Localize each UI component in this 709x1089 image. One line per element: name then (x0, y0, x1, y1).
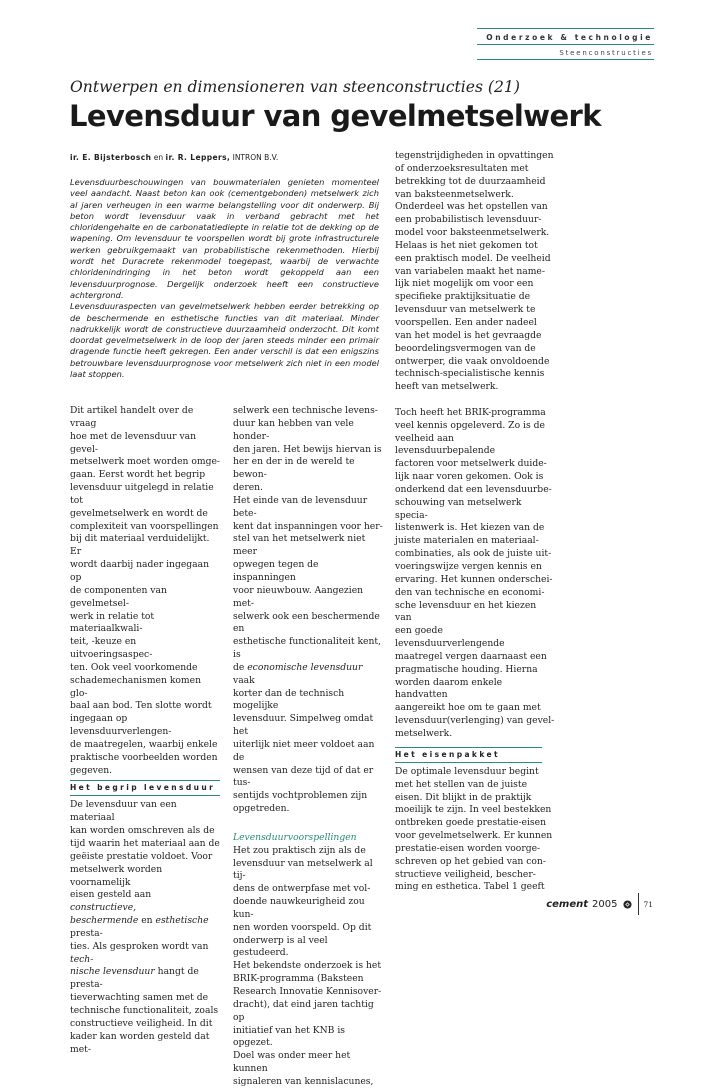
text-line: worden daarom enkele handvatten (395, 676, 503, 701)
magazine-year: 2005 (592, 898, 618, 910)
text-line: combinaties, als ook de juiste uit- (395, 548, 552, 560)
page-footer (546, 893, 653, 915)
text-line: Onderdeel was het opstellen van (395, 201, 548, 213)
text-line: of onderzoeksresultaten met (395, 162, 529, 174)
text-line: pragmatische houding. Hierna (395, 663, 538, 675)
text-line: BRIK-programma (Baksteen (233, 973, 364, 985)
text-line: schademechanismen komen glo- (70, 674, 201, 699)
text-line: deren. (233, 482, 263, 494)
text-line: veel kennis opgeleverd. Zo is de (395, 419, 545, 431)
text-line: factoren voor metselwerk duide- (395, 458, 547, 470)
text-line: sche levensduur en het kiezen van (395, 599, 537, 624)
intro-paragraph: Levensduurbeschouwingen van bouwmaterialen genieten momenteel veel aandacht. Naast beton kan ook (cementgebonden) metselwerk zich al jaren verheugen in een warme belangstelling voor dit onderwerp. Bij beton wordt levensduur vaak in verband gebracht met het chloridengehalte en de carbonatatiediepte in relatie tot de dekking op de wapening. Om levensduur te voorspellen wordt bij grote infrastructurele werken gebruikgemaakt van probabilistische rekenmethoden. Hierbij wordt het Duracrete rekenmodel toegepast, waarbij de verwachte chloridenindringing in het beton wordt gekoppeld aan een levensduurprognose. Dergelijk onderzoek heeft een constructieve achtergrond. (70, 177, 379, 300)
emphasis: constructieve, (70, 902, 137, 914)
text-line: constructieve veiligheid. In dit (70, 1017, 213, 1029)
text-line: onderwerp is al veel gestudeerd. (233, 934, 328, 959)
emphasis: tech- (70, 953, 94, 965)
text-line: ingegaan op levensduurverlengen- (70, 713, 172, 738)
text-line: maatregel vergen daarnaast een (395, 650, 547, 662)
text-fragment: de (233, 661, 248, 673)
emphasis: nische levensduur (70, 966, 155, 978)
text-line: stel van het metselwerk niet meer (233, 533, 366, 558)
text-line: selwerk een technische levens- (233, 405, 378, 416)
author-2: ir. R. Leppers, (165, 153, 231, 162)
text-line: levensduur van metselwerk al tij- (233, 857, 373, 882)
text-line: een probabilistisch levensduur- (395, 214, 542, 226)
text-line: De levensduur van een materiaal (70, 799, 177, 824)
text-line: veelheid aan levensduurbepalende (395, 432, 496, 457)
author-conjunction: en (153, 153, 164, 162)
text-line: korter dan de technisch mogelijke (233, 687, 345, 712)
author-1: ir. E. Bijsterbosch (70, 153, 152, 162)
header-rule-middle (477, 44, 654, 45)
text-line: technische functionaliteit, zoals (70, 1004, 219, 1016)
text-line: dracht), dat eind jaren tachtig op (233, 998, 374, 1023)
text-line: aangereikt hoe om te gaan met (395, 702, 541, 714)
text-line: ming en esthetica. Tabel 1 geeft (395, 881, 545, 893)
article-title: Levensduur van gevelmetselwerk (69, 99, 601, 133)
emphasis: economische levensduur (247, 661, 363, 673)
text-line: Het bekendste onderzoek is het (233, 960, 382, 972)
text-line: van variabelen maakt het name- (395, 265, 545, 277)
text-line: gegeven. (70, 764, 113, 776)
text-line: betrekking tot de duurzaamheid (395, 175, 546, 187)
body-paragraph (70, 405, 220, 777)
text-line: lijk naar voren gekomen. Ook is (395, 471, 544, 483)
text-line: van baksteenmetselwerk. (395, 188, 514, 200)
body-column-2 (233, 405, 383, 1089)
magazine-name: cement (546, 898, 588, 910)
text-line: voeringswijze vergen kennis en (395, 561, 542, 572)
text-line: bij dit materiaal verduidelijkt. Er (70, 533, 210, 558)
text-line: heeft van metselwerk. (395, 381, 499, 393)
text-line: den van technische en economi- (395, 586, 545, 598)
text-line: tijd waarin het materiaal aan de (70, 838, 220, 849)
text-line: tegenstrijdigheden in opvattingen (395, 150, 554, 161)
text-line: wensen van deze tijd of dat er tus- (233, 764, 374, 789)
text-line: wordt daarbij nader ingegaan op (70, 559, 210, 583)
text-line: gaan. Eerst wordt het begrip (70, 469, 206, 481)
text-line: dens de ontwerpfase met vol- (233, 883, 371, 895)
text-line: metselwerk worden voornamelijk (70, 863, 163, 888)
text-line: Doel was onder meer het kunnen (233, 1050, 351, 1075)
text-line: met het stellen van de juiste (395, 778, 528, 790)
text-line: signaleren van kennislacunes, (233, 1075, 374, 1087)
header-rule-bottom (477, 59, 654, 60)
text-line: structieve veiligheid, bescher- (395, 868, 536, 880)
text-line: model voor baksteenmetselwerk. (395, 227, 550, 239)
body-paragraph (233, 405, 383, 495)
text-line: ontbreken goede prestatie-eisen (395, 817, 546, 829)
text-line: eisen. Dit blijkt in de praktijk (395, 791, 532, 803)
text-line: geëiste prestatie voldoet. Voor (70, 850, 213, 862)
section-heading: Het eisenpakket (395, 747, 542, 763)
text-line: moeilijk te zijn. In veel bestekken (395, 804, 552, 816)
body-column-1 (70, 405, 220, 1056)
text-line: de componenten van gevelmetsel- (70, 584, 167, 609)
text-line: opgetreden. (233, 803, 290, 815)
body-paragraph (395, 766, 555, 894)
text-line: schreven op het gebied van con- (395, 855, 546, 867)
section-heading: Het begrip levensduur (70, 780, 220, 796)
text-line: tieverwachting samen met de (70, 992, 209, 1004)
header-subcategory: Steenconstructies (559, 49, 653, 57)
text-line: levensduur(verlenging) van gevel- (395, 715, 555, 727)
text-line: voorspellen. Een ander nadeel (395, 316, 537, 328)
text-line: opwegen tegen de inspanningen (233, 559, 319, 583)
body-column-3 (395, 150, 555, 894)
header-category: Onderzoek & technologie (486, 33, 653, 42)
text-line: ervaring. Het kunnen onderschei- (395, 573, 553, 585)
text-line: beoordelingsvermogen van de (395, 342, 536, 354)
page-number: 71 (643, 899, 653, 909)
text-line: sentijds vochtproblemen zijn (233, 790, 368, 802)
text-fragment: en (138, 915, 156, 927)
author-affiliation: INTRON B.V. (232, 153, 279, 162)
text-line: voor gevelmetselwerk. Er kunnen (395, 830, 553, 842)
text-line: gevelmetselwerk en wordt de (70, 507, 208, 519)
body-paragraph (233, 845, 383, 1089)
text-fragment: hangt de presta- (70, 966, 199, 991)
text-line: ontwerper, die vaak onvoldoende (395, 355, 550, 367)
text-line: voor nieuwbouw. Aangezien met- (233, 584, 364, 609)
text-line: technisch-specialistische kennis (395, 368, 545, 380)
text-line: kan worden omschreven als de (70, 825, 215, 837)
text-fragment: vaak (233, 674, 255, 686)
intro-paragraph: Levensduuraspecten van gevelmetselwerk hebben eerder betrekking op de beschermende en esthetische functies van dit materiaal. Minder nadrukkelijk wordt de constructieve duurzaamheid onderzocht. Dit komt doordat gevelmetselwerk in de loop der jaren steeds minder een primair dragende functie heeft gekregen. Een ander verschil is dat een enigszins betrouwbare levensduurprognose voor metselwerk zich niet in een model laat stoppen. (70, 301, 379, 380)
text-line: den jaren. Het bewijs hiervan is (233, 443, 382, 455)
text-line: complexiteit van voorspellingen (70, 520, 219, 532)
text-line: Het zou praktisch zijn als de (233, 844, 366, 856)
emphasis: esthetische (155, 915, 209, 927)
body-paragraph (233, 495, 383, 816)
text-line: listenwerk is. Het kiezen van de (395, 522, 545, 534)
text-line: ten. Ook veel voorkomende (70, 661, 198, 673)
footer-divider (638, 893, 639, 915)
text-line: schouwing van metselwerk specia- (395, 496, 522, 521)
body-paragraph (395, 407, 555, 741)
text-line: Research Innovatie Kennisover- (233, 985, 382, 997)
series-title: Ontwerpen en dimensioneren van steenconstructies (21) (70, 78, 520, 96)
text-line: een praktisch model. De veelheid (395, 252, 551, 264)
text-line: Helaas is het niet gekomen tot (395, 239, 538, 251)
text-line: selwerk ook een beschermende en (233, 610, 380, 635)
text-line: levensduur. Simpelweg omdat het (233, 713, 374, 738)
text-line: Het einde van de levensduur bete- (233, 494, 368, 519)
text-line: onderkend dat een levensduurbe- (395, 483, 552, 495)
text-line: prestatie-eisen worden voorge- (395, 842, 541, 854)
text-line: kader kan worden gesteld dat met- (70, 1030, 210, 1055)
body-paragraph (395, 150, 555, 394)
header-rule-top (477, 28, 654, 29)
text-line: Dit artikel handelt over de vraag (70, 405, 194, 429)
text-line: eisen gesteld aan (70, 889, 152, 901)
text-line: levensduur uitgelegd in relatie tot (70, 482, 214, 506)
text-line: kent dat inspanningen voor her- (233, 520, 383, 532)
text-line: baal aan bod. Ten slotte wordt (70, 700, 212, 712)
text-line: specifieke praktijksituatie de (395, 291, 531, 303)
text-line: initiatief van het KNB is opgezet. (233, 1024, 345, 1049)
body-paragraph (70, 799, 220, 1056)
text-line: de maatregelen, waarbij enkele (70, 738, 218, 750)
text-line: levensduur van metselwerk te (395, 304, 536, 316)
text-line: Toch heeft het BRIK-programma (395, 406, 546, 418)
text-line: metselwerk moet worden omge- (70, 456, 221, 468)
text-line: doende nauwkeurigheid zou kun- (233, 896, 365, 920)
text-line: werk in relatie tot materiaalkwali- (70, 610, 155, 635)
emphasis: beschermende (70, 915, 139, 927)
text-line: De optimale levensduur begint (395, 765, 539, 777)
text-line: hoe met de levensduur van gevel- (70, 430, 197, 455)
text-line: van het model is het gevraagde (395, 329, 542, 341)
text-line: juiste materialen en materiaal- (395, 535, 539, 547)
text-line: esthetische functionaliteit kent, is (233, 636, 381, 661)
text-line: uiterlijk niet meer voldoet aan de (233, 738, 375, 763)
intro-text (70, 177, 379, 380)
subheading: Levensduurvoorspellingen (233, 831, 357, 843)
text-fragment: presta- (70, 927, 103, 939)
text-line: praktische voorbeelden worden (70, 751, 218, 763)
text-line: nen worden voorspeld. Op dit (233, 921, 372, 933)
text-line: metselwerk. (395, 727, 453, 739)
text-line: lijk niet mogelijk om voor een (395, 278, 534, 290)
text-line: her en der in de wereld te bewon- (233, 456, 355, 481)
text-fragment: ties. Als gesproken wordt van (70, 940, 209, 952)
magazine-logo-icon (623, 900, 632, 909)
text-line: duur kan hebben van vele honder- (233, 417, 354, 442)
text-line: teit, -keuze en uitvoeringsaspec- (70, 636, 153, 661)
text-line: een goede levensduurverlengende (395, 625, 505, 650)
article-authors (70, 153, 278, 162)
